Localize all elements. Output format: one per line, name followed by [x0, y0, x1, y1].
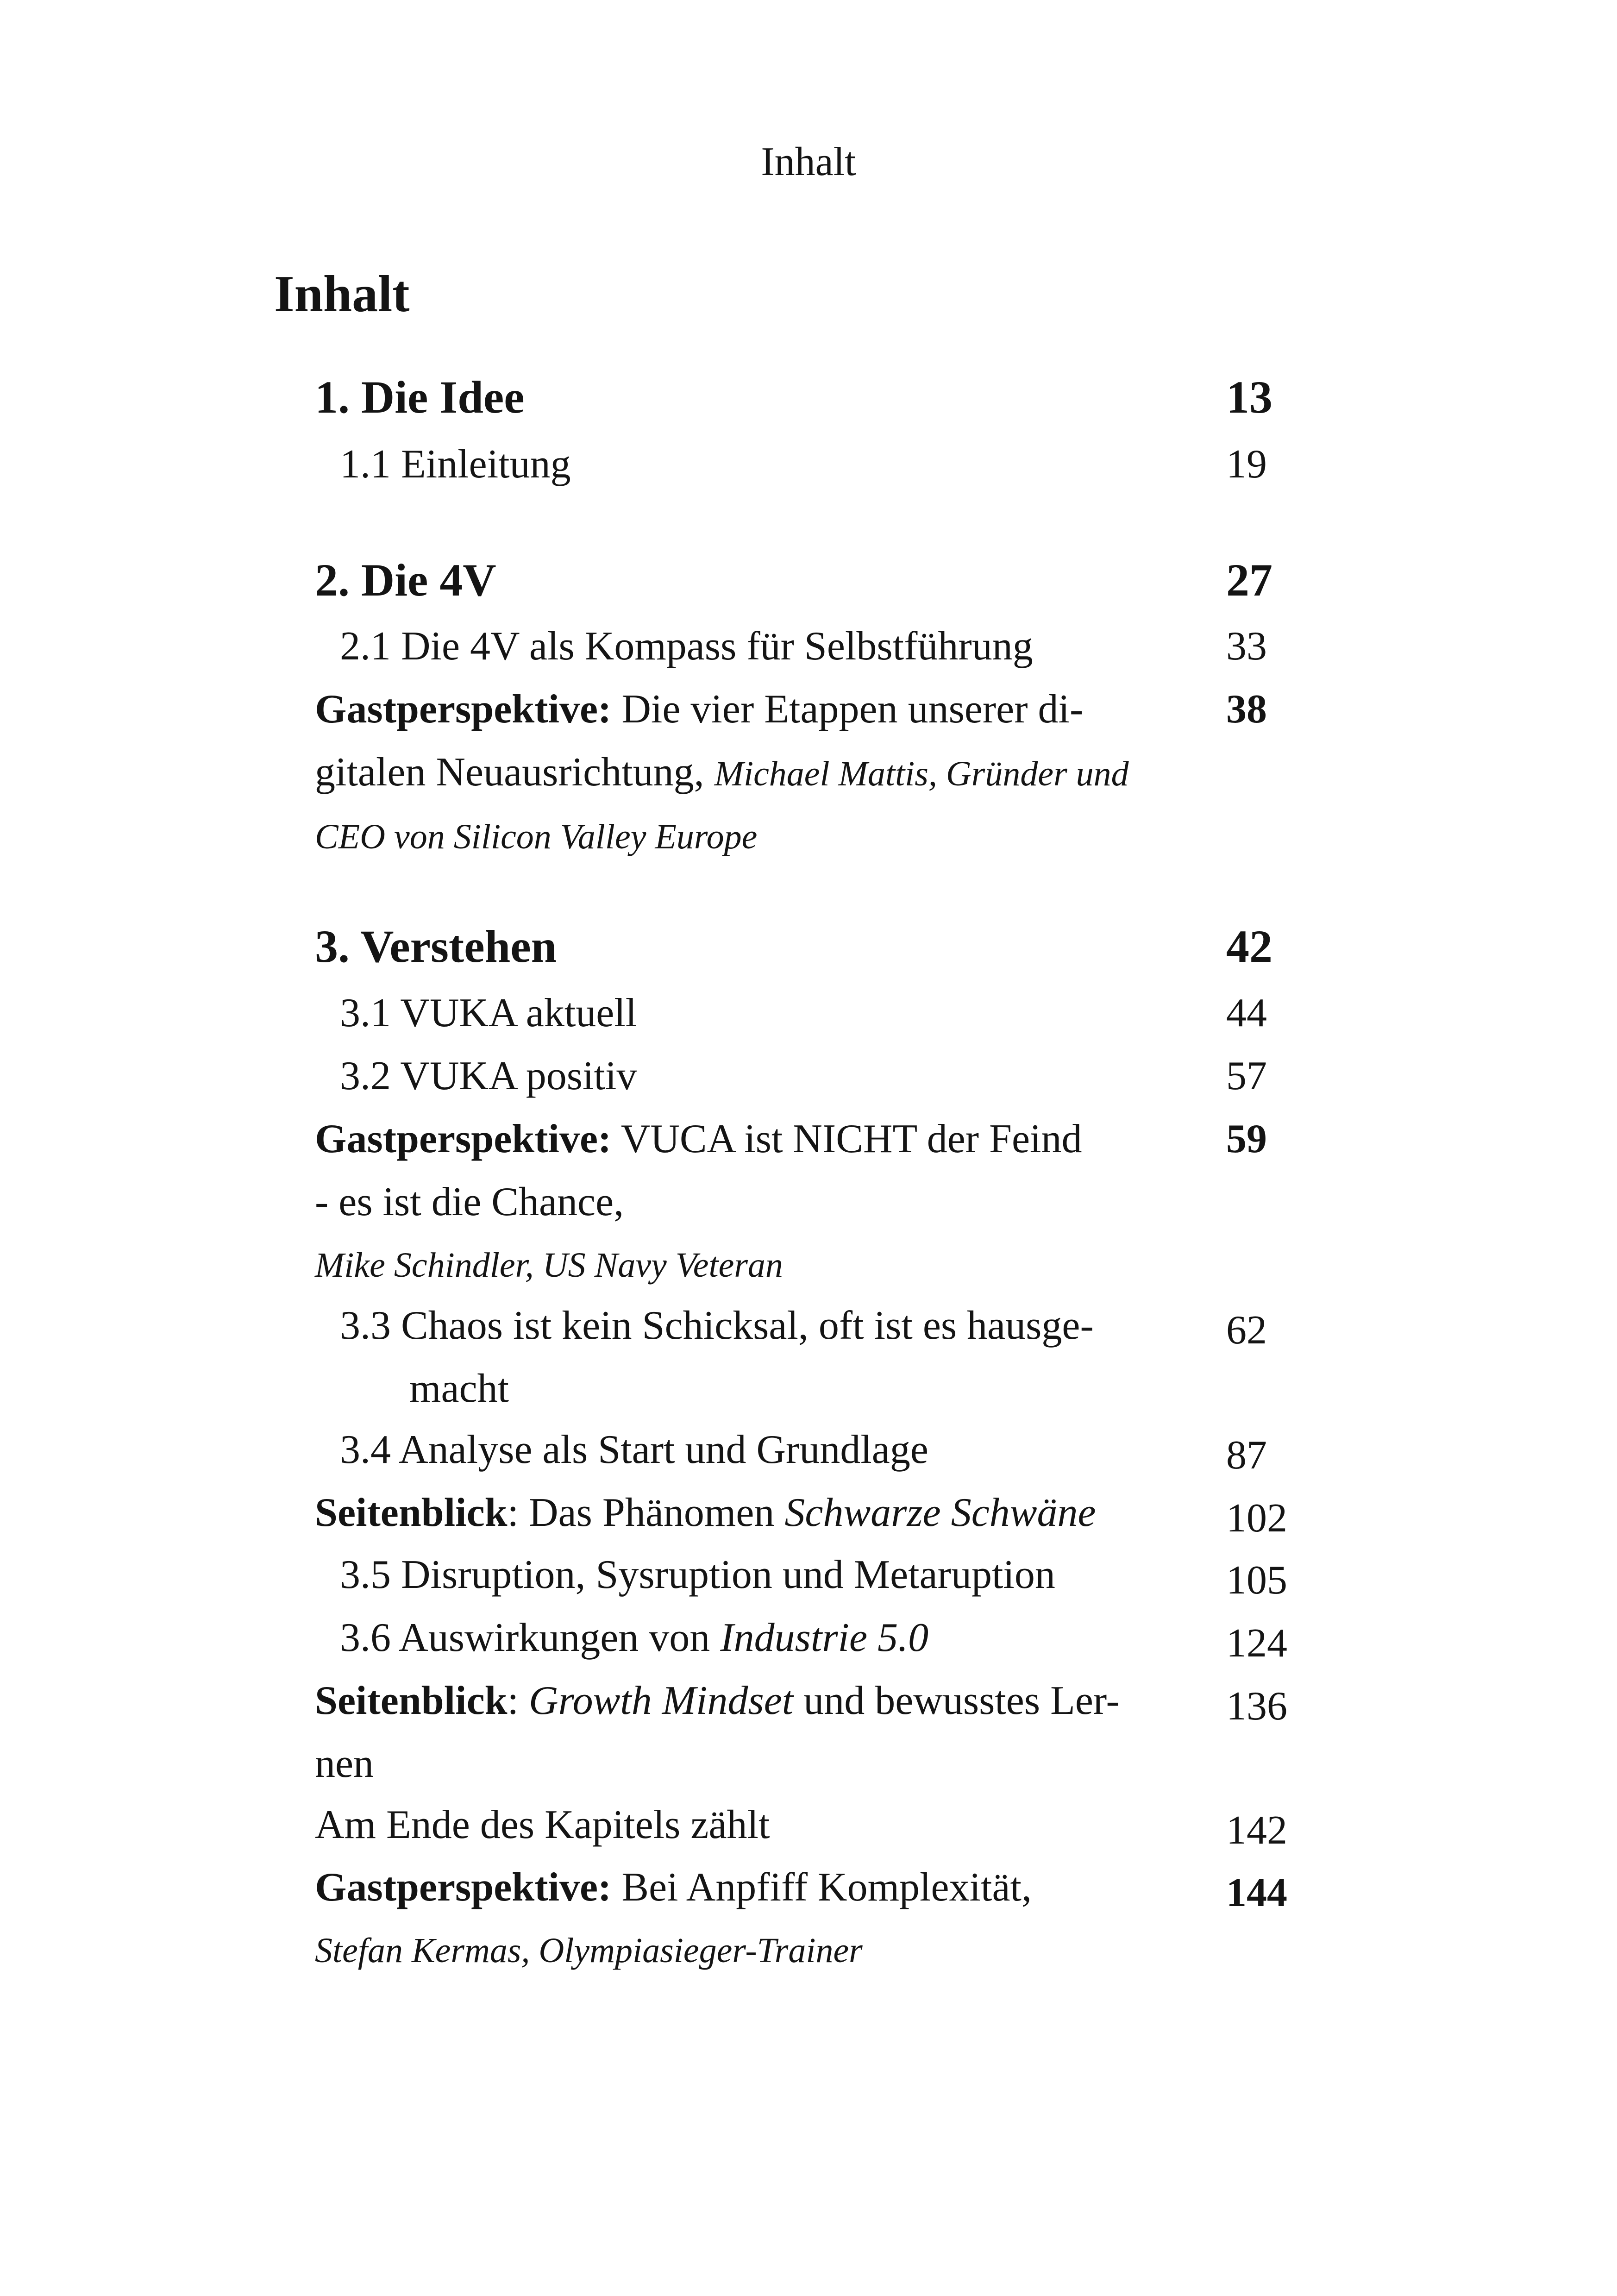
toc-entry-3-3[interactable]	[340, 1294, 1247, 1420]
toc-entry-3-5[interactable]	[340, 1543, 1247, 1606]
toc-page-number: 102	[1226, 1496, 1287, 1541]
toc-entry-title: 3.4 Analyse als Start und Grundlage	[340, 1427, 928, 1472]
side-glance-label: Seitenblick	[315, 1490, 508, 1535]
toc-page-number: 42	[1226, 921, 1272, 972]
toc-page-number: 59	[1226, 1117, 1267, 1161]
toc-entry-title: 2.1 Die 4V als Kompass für Selbstführung	[340, 624, 1033, 669]
guest-title-line2: - es ist die Chance,	[315, 1179, 624, 1224]
toc-entry-title-line1: 3.3 Chaos ist kein Schicksal, oft ist es hausge-	[340, 1303, 1094, 1348]
toc-entry-3-1[interactable]	[340, 982, 1247, 1045]
toc-entry-title: 3.1 VUKA aktuell	[340, 991, 637, 1035]
toc-entry-italic: Industrie 5.0	[720, 1615, 929, 1660]
toc-entry-chapter-2[interactable]	[315, 549, 1306, 612]
toc-entry-title-line2: macht	[409, 1366, 509, 1411]
toc-entry-chapter-1[interactable]	[315, 366, 1306, 429]
guest-label: Gastperspektive:	[315, 1865, 612, 1910]
side-glance-italic: Schwarze Schwäne	[784, 1490, 1096, 1535]
toc-page-number: 87	[1226, 1433, 1267, 1478]
toc-page-number: 136	[1226, 1684, 1287, 1729]
toc-entry-title: 2. Die 4V	[315, 554, 496, 606]
toc-page-number: 144	[1226, 1870, 1287, 1915]
guest-label: Gastperspektive:	[315, 687, 612, 732]
toc-entry-title: 1.1 Einleitung	[340, 442, 571, 487]
guest-author: Stefan Kermas, Olympiasieger-Trainer	[315, 1931, 863, 1970]
toc-page-number: 124	[1226, 1621, 1287, 1666]
toc-page-number: 105	[1226, 1558, 1287, 1603]
toc-page-number: 19	[1226, 442, 1267, 487]
guest-author: Mike Schindler, US Navy Veteran	[315, 1246, 783, 1285]
toc-page-number: 33	[1226, 624, 1267, 669]
toc-entry-chapter-3[interactable]	[315, 915, 1306, 978]
toc-entry-guest-perspective-3[interactable]: Gastperspektive: Bei Anpfiff Komplexität, Stefan Kermas, Olympiasieger-Trainer	[315, 1856, 1306, 1982]
toc-entry-title: 3.2 VUKA positiv	[340, 1054, 637, 1098]
toc-entry-2-1[interactable]	[340, 615, 1247, 678]
toc-entry-title: 3. Verstehen	[315, 921, 557, 972]
toc-page-number: 44	[1226, 991, 1267, 1035]
side-glance-italic: Growth Mindset	[529, 1678, 794, 1723]
guest-author: Michael Mattis, Gründer und	[714, 754, 1129, 793]
toc-page-number: 27	[1226, 554, 1272, 606]
guest-label: Gastperspektive:	[315, 1117, 612, 1161]
toc-entry-title: Am Ende des Kapitels zählt	[315, 1802, 770, 1847]
toc-entry-3-6[interactable]: 3.6 Auswirkungen von Industrie 5.0	[340, 1615, 929, 1660]
toc-entry-3-2[interactable]	[340, 1045, 1247, 1108]
toc-entry-guest-perspective-2[interactable]	[315, 1108, 1306, 1297]
toc-entry-3-4[interactable]	[340, 1418, 1247, 1481]
running-header: Inhalt	[761, 139, 856, 184]
toc-page-number: 142	[1226, 1808, 1287, 1853]
guest-author-continued: CEO von Silicon Valley Europe	[315, 817, 758, 856]
side-glance-label: Seitenblick	[315, 1678, 508, 1723]
page-title: Inhalt	[274, 265, 410, 323]
toc-page-number: 62	[1226, 1308, 1267, 1353]
guest-title-line1: VUCA ist NICHT der Feind	[611, 1117, 1082, 1161]
guest-title-line1: Die vier Etappen unserer di-	[611, 687, 1084, 732]
toc-entry-end-of-chapter[interactable]	[315, 1794, 1306, 1857]
toc-entry-1-1[interactable]	[340, 433, 1247, 496]
toc-entry-title: 3.5 Disruption, Sysruption und Metaruption	[340, 1552, 1055, 1597]
toc-page-number: 57	[1226, 1054, 1267, 1098]
toc-entry-guest-perspective-1[interactable]	[315, 678, 1306, 868]
toc-entry-side-glance-1[interactable]: Seitenblick: Das Phänomen Schwarze Schwäne	[315, 1490, 1096, 1535]
toc-page-number: 13	[1226, 371, 1272, 423]
toc-entry-title: 1. Die Idee	[315, 371, 525, 423]
toc-entry-side-glance-2[interactable]: Seitenblick: Growth Mindset und bewusstes Ler- nen	[315, 1678, 1120, 1786]
guest-title-line2: gitalen Neuausrichtung,	[315, 750, 714, 795]
toc-page-number: 38	[1226, 687, 1267, 732]
